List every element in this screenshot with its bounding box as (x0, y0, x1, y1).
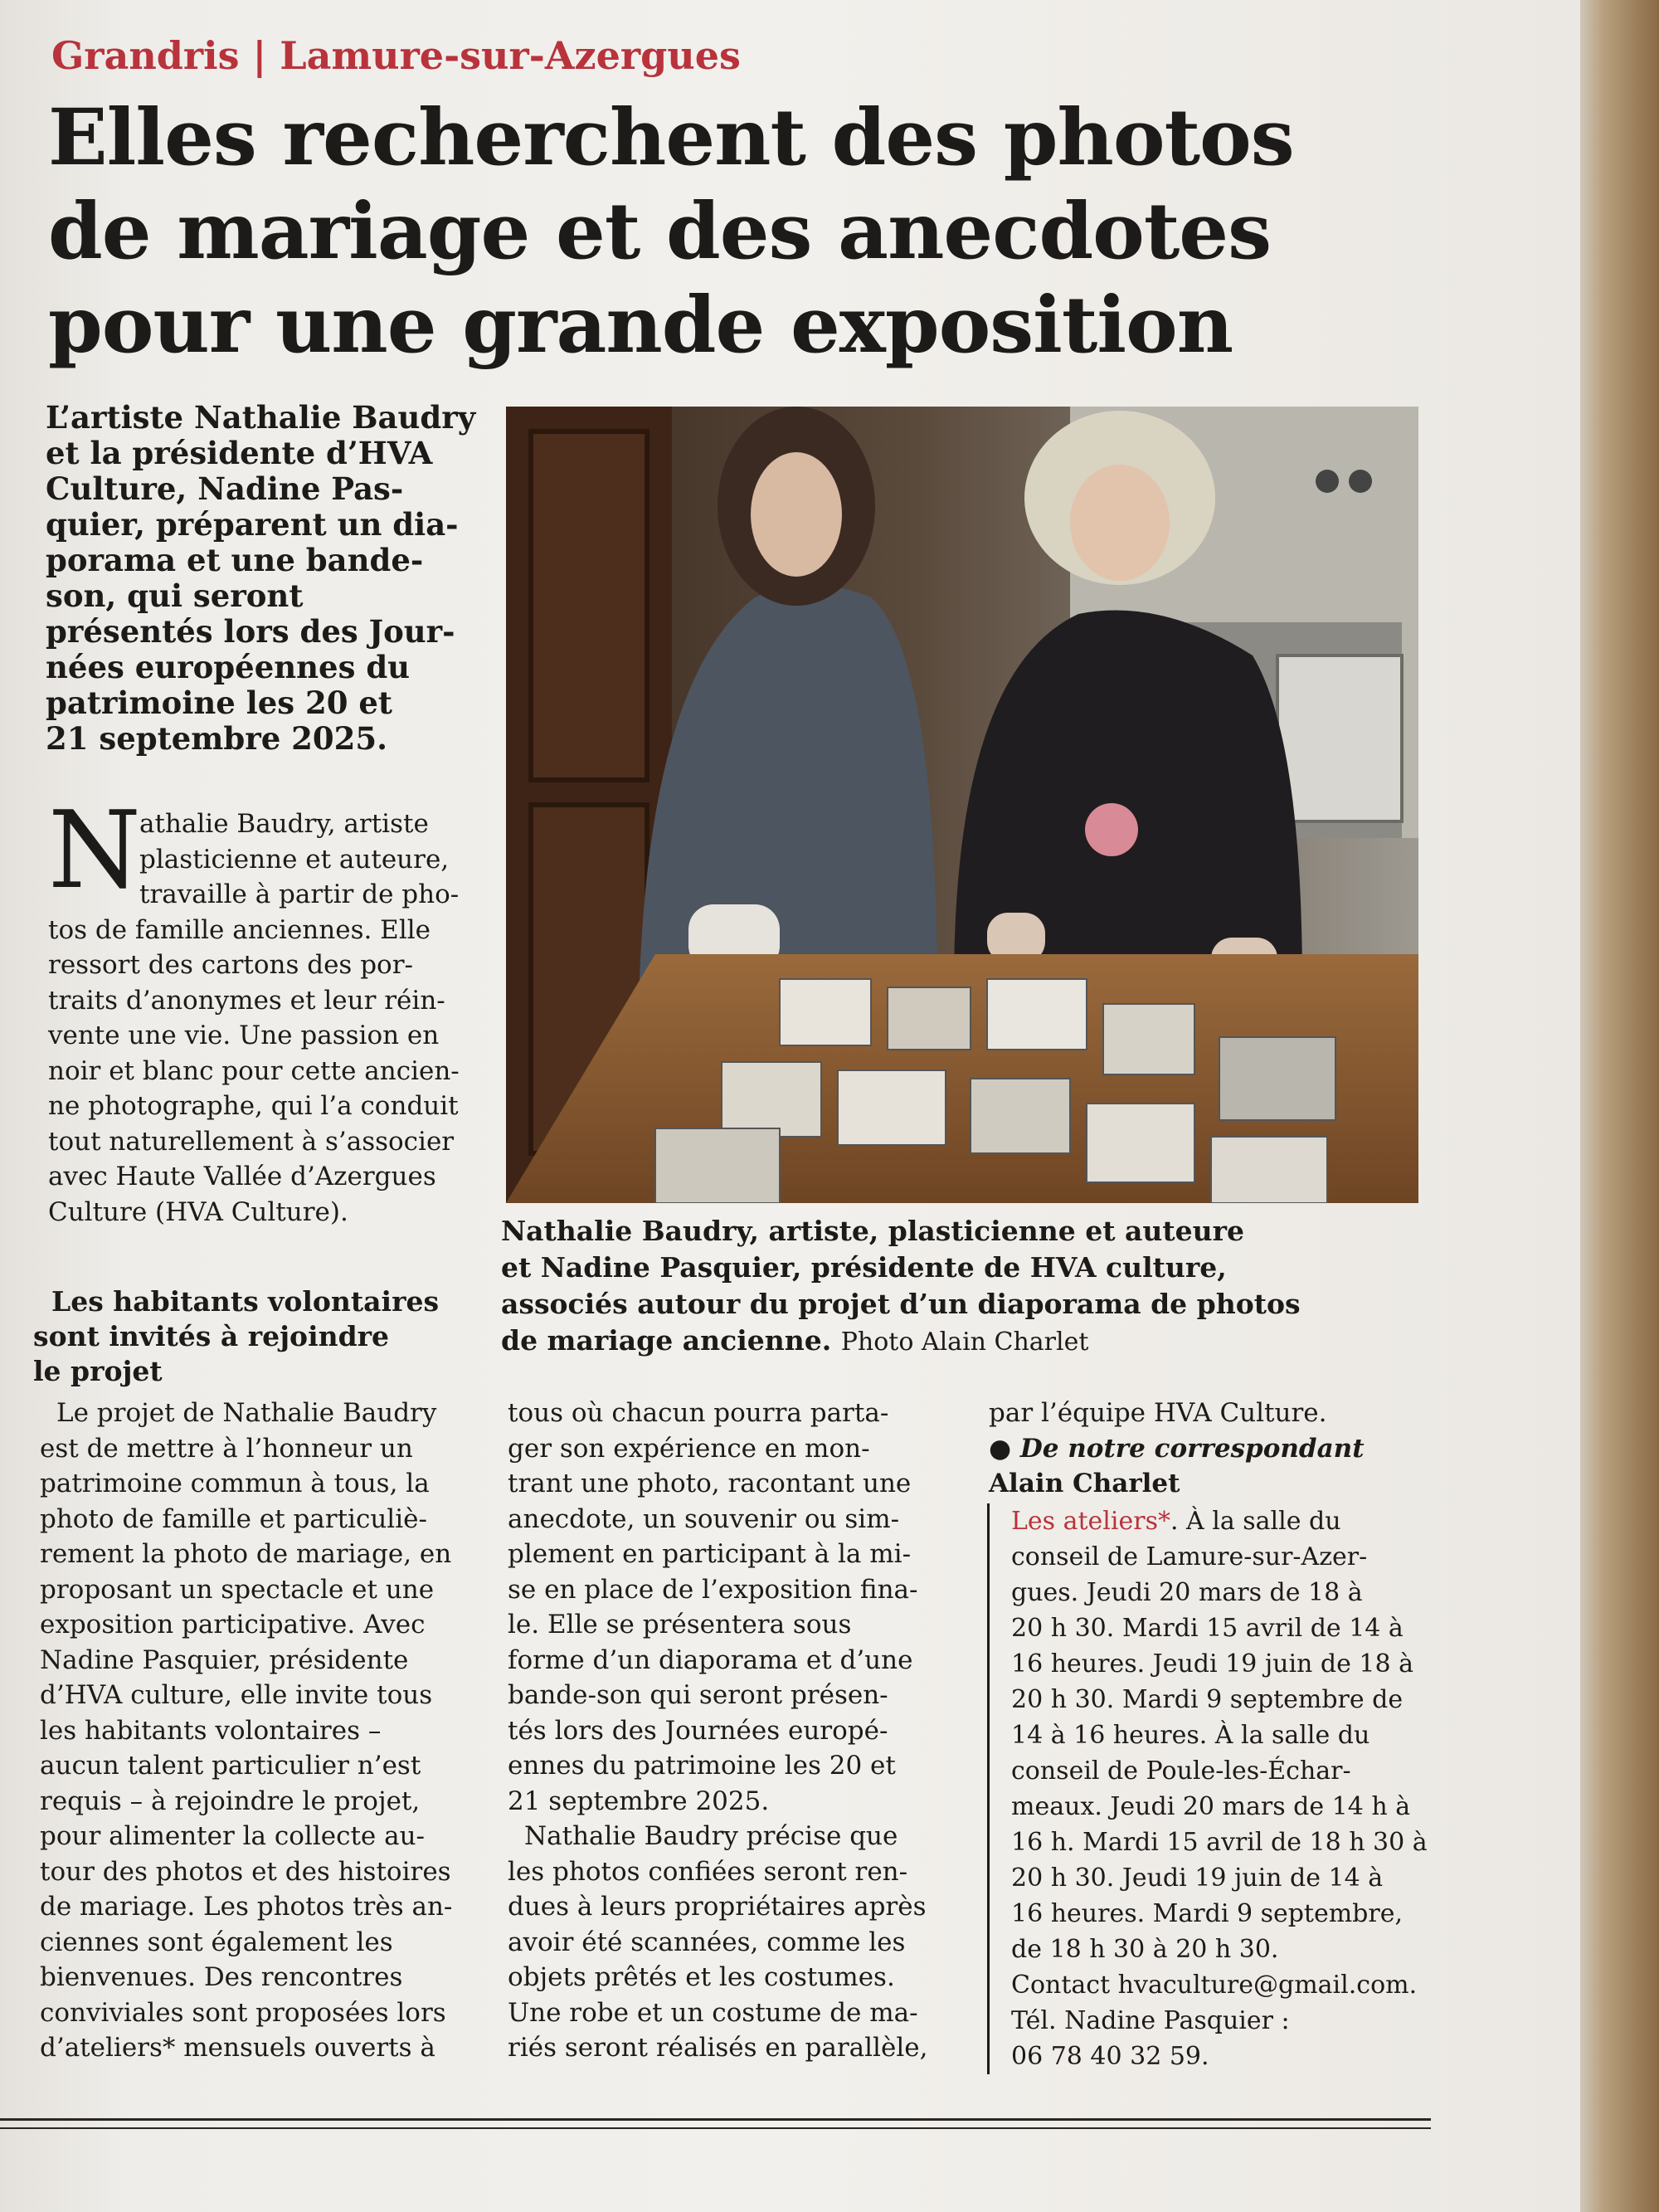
body-line: photo de famille et particuliè- (40, 1503, 427, 1534)
section-header: Grandris | Lamure-sur-Azergues (51, 33, 741, 78)
standfirst-line: nées européennes du (46, 649, 411, 685)
box-line: 20 h 30. Jeudi 19 juin de 14 à (1011, 1864, 1384, 1893)
body-line: travaille à partir de pho- (139, 879, 460, 909)
standfirst (46, 400, 477, 757)
body-line: aucun talent particulier n’est (40, 1751, 421, 1781)
body-line: tés lors des Journées europé- (508, 1715, 888, 1746)
standfirst-line: Culture, Nadine Pas- (46, 470, 404, 507)
standfirst-line: 21 septembre 2025. (46, 720, 388, 757)
box-line: 20 h 30. Mardi 9 septembre de (1011, 1685, 1404, 1714)
body-line: 21 septembre 2025. (508, 1786, 770, 1816)
body-line: Nadine Pasquier, présidente (40, 1644, 409, 1675)
headline-line: pour une grande exposition (48, 280, 1233, 371)
intertitle-line: Les habitants volontaires (51, 1285, 440, 1318)
standfirst-line: patrimoine les 20 et (46, 685, 393, 721)
body-line: ennes du patrimoine les 20 et (508, 1751, 896, 1781)
body-line: plement en participant à la mi- (508, 1539, 912, 1569)
photo-caption (501, 1213, 1455, 1361)
body-line: tos de famille anciennes. Elle (48, 914, 431, 945)
body-line: de mariage. Les photos très an- (40, 1892, 453, 1922)
article-column-2 (508, 1396, 956, 2066)
standfirst-line: L’artiste Nathalie Baudry (46, 399, 476, 436)
photo-credit: Photo Alain Charlet (840, 1328, 1089, 1357)
contact-email-line: Contact hvaculture@gmail.com. (1011, 1971, 1418, 2000)
body-line: par l’équipe HVA Culture. (989, 1398, 1327, 1428)
page-divider (0, 2118, 1431, 2121)
intro-paragraph (48, 806, 479, 1230)
standfirst-line: présentés lors des Jour- (46, 613, 455, 650)
photo-illustration (506, 407, 1418, 1203)
caption-line: associés autour du projet d’un diaporama de photos (501, 1288, 1301, 1320)
body-line: d’ateliers* mensuels ouverts à (40, 2033, 435, 2063)
body-line: Le projet de Nathalie Baudry (56, 1398, 437, 1428)
intertitle (33, 1284, 481, 1389)
standfirst-line: son, qui seront (46, 577, 304, 614)
body-line: bande-son qui seront présen- (508, 1680, 888, 1710)
body-line: pour alimenter la collecte au- (40, 1821, 426, 1851)
box-line: conseil de Poule-les-Échar- (1011, 1756, 1351, 1786)
box-line: gues. Jeudi 20 mars de 18 à (1011, 1578, 1363, 1607)
body-line: plasticienne et auteure, (139, 844, 450, 875)
byline-label: ● De notre correspondant (989, 1433, 1365, 1464)
body-line: objets prêtés et les costumes. (508, 1962, 895, 1992)
contact-phone-number: 06 78 40 32 59. (1011, 2042, 1209, 2071)
caption-line (501, 1323, 1455, 1361)
caption-line: et Nadine Pasquier, présidente de HVA culture, (501, 1251, 1227, 1284)
box-line: meaux. Jeudi 20 mars de 14 h à (1011, 1792, 1411, 1821)
body-line: ne photographe, qui l’a conduit (48, 1091, 459, 1121)
headline-line: de mariage et des anecdotes (48, 186, 1272, 277)
body-line: proposant un spectacle et une (40, 1574, 435, 1605)
body-line: anecdote, un souvenir ou sim- (508, 1503, 900, 1534)
box-line-text: . À la salle du (1170, 1507, 1341, 1536)
byline-name: Alain Charlet (989, 1469, 1180, 1498)
standfirst-line: quier, préparent un dia- (46, 506, 459, 543)
body-line: les habitants volontaires – (40, 1715, 382, 1746)
standfirst-line: porama et une bande- (46, 542, 424, 578)
body-line: tout naturellement à s’associer (48, 1126, 455, 1157)
box-title: Les ateliers* (1011, 1507, 1170, 1536)
intertitle-line: sont invités à rejoindre (33, 1320, 390, 1352)
body-line: avoir été scannées, comme les (508, 1927, 906, 1957)
caption-line: Nathalie Baudry, artiste, plasticienne et auteure (501, 1215, 1244, 1247)
box-line: 16 heures. Mardi 9 septembre, (1011, 1899, 1404, 1928)
body-line: tour des photos et des histoires (40, 1856, 451, 1887)
box-line: 14 à 16 heures. À la salle du (1011, 1721, 1370, 1750)
workshops-box (987, 1503, 1443, 2074)
body-line: ressort des cartons des por- (48, 950, 413, 980)
body-line: se en place de l’exposition fina- (508, 1574, 918, 1605)
contact-phone-label: Tél. Nadine Pasquier : (1011, 2006, 1290, 2035)
body-line: Une robe et un costume de ma- (508, 1997, 918, 2028)
caption-line-text: de mariage ancienne. (501, 1324, 832, 1357)
body-line: patrimoine commun à tous, la (40, 1469, 430, 1498)
page-divider (0, 2127, 1431, 2129)
standfirst-line: et la présidente d’HVA (46, 435, 433, 471)
body-line: dues à leurs propriétaires après (508, 1892, 927, 1922)
body-line: Culture (HVA Culture). (48, 1196, 348, 1227)
body-line: est de mettre à l’honneur un (40, 1433, 413, 1464)
body-line: trant une photo, racontant une (508, 1469, 912, 1498)
body-line: noir et blanc pour cette ancien- (48, 1055, 460, 1086)
body-line: requis – à rejoindre le projet, (40, 1786, 421, 1816)
drop-cap: N (48, 789, 141, 913)
body-line: d’HVA culture, elle invite tous (40, 1680, 433, 1710)
body-line: riés seront réalisés en parallèle, (508, 2033, 928, 2063)
page-edge (1580, 0, 1659, 2212)
body-line: le. Elle se présentera sous (508, 1610, 852, 1640)
body-line: ciennes sont également les (40, 1927, 393, 1957)
box-line: 20 h 30. Mardi 15 avril de 14 à (1011, 1614, 1404, 1643)
article-column-3 (989, 1396, 1453, 1502)
box-line (1011, 1503, 1443, 1539)
body-line: exposition participative. Avec (40, 1610, 426, 1640)
body-line: bienvenues. Des rencontres (40, 1962, 403, 1992)
body-line: avec Haute Vallée d’Azergues (48, 1162, 436, 1191)
article-column-1 (40, 1396, 488, 2066)
body-line: forme d’un diaporama et d’une (508, 1644, 913, 1675)
body-line: conviviales sont proposées lors (40, 1997, 446, 2028)
headline (48, 91, 1309, 373)
body-line: vente une vie. Une passion en (48, 1021, 440, 1050)
body-line: Nathalie Baudry précise que (524, 1821, 898, 1851)
headline-line: Elles recherchent des photos (48, 92, 1294, 183)
body-line: les photos confiées seront ren- (508, 1856, 908, 1887)
box-line: conseil de Lamure-sur-Azer- (1011, 1542, 1368, 1571)
intertitle-line: le projet (33, 1355, 163, 1387)
box-line: de 18 h 30 à 20 h 30. (1011, 1935, 1279, 1964)
article-photo (506, 407, 1418, 1203)
body-line: tous où chacun pourra parta- (508, 1398, 889, 1428)
box-line: 16 h. Mardi 15 avril de 18 h 30 à (1011, 1828, 1428, 1857)
body-line: ger son expérience en mon- (508, 1433, 870, 1464)
body-line: athalie Baudry, artiste (139, 809, 429, 839)
body-line: traits d’anonymes et leur réin- (48, 985, 445, 1016)
body-line: rement la photo de mariage, en (40, 1539, 452, 1569)
box-line: 16 heures. Jeudi 19 juin de 18 à (1011, 1649, 1413, 1678)
